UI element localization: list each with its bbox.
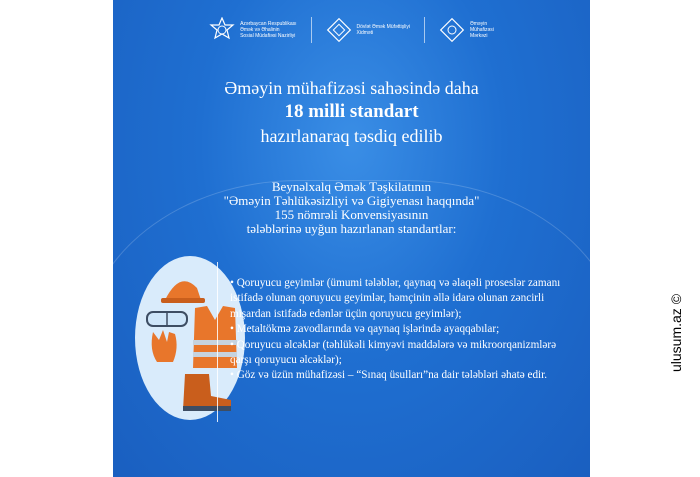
subtitle: [113, 180, 590, 236]
subtitle-line-2: "Əməyin Təhlükəsizliyi və Gigiyenası haqqında": [223, 193, 480, 208]
subtitle-line-4: tələblərinə uyğun hazırlanan standartlar:: [246, 221, 457, 236]
inspection-name: Dövlət Əmək Müfəttişliyi Xidməti: [356, 24, 410, 36]
vertical-divider: [217, 262, 218, 422]
watermark: ulusum.az ©: [668, 293, 684, 372]
headline-line-2: 18 milli standart: [284, 101, 419, 122]
subtitle-line-1: Beynəlxalq Əmək Təşkilatının: [271, 179, 432, 194]
center-logo: [439, 17, 494, 43]
standards-list: [230, 276, 570, 384]
safety-goggles-icon: [147, 312, 187, 326]
inspection-emblem-icon: [326, 17, 352, 43]
ministry-name: Azərbaycan Respublikası Əmək və Əhalinin Sosial Müdafiəsi Nazirliyi: [240, 21, 297, 39]
list-item: • Göz və üzün mühafizəsi – “Sınaq üsulları”na dair tələbləri əhatə edir.: [230, 369, 548, 382]
list-item: • Qoruyucu əlcəklər (təhlükəli kimyəvi maddələrə və mikroorqanizmlərə qarşı qoruyucu əlcəklər);: [230, 338, 557, 367]
subtitle-line-3: 155 nömrəli Konvensiyasının: [274, 207, 429, 222]
headline-line-3: hazırlanaraq təsdiq edilib: [260, 126, 443, 146]
poster: [113, 0, 590, 477]
list-item: • Metaltökmə zavodlarında və qaynaq işlərində ayaqqabılar;: [230, 323, 500, 336]
center-emblem-icon: [439, 17, 465, 43]
list-item: • Qoruyucu geyimlər (ümumi tələblər, qaynaq və əlaqəli proseslər zamanı istifadə olunan qoruyucu geyimlər, həmçinin əllə idarə olunan zəncirli mişardan istifadə edənlər üçün qoruyucu geyimlər);: [230, 277, 561, 320]
center-name: Əməyin Mühafizəsi Mərkəzi: [470, 21, 494, 39]
inspection-logo: [326, 17, 411, 43]
logo-separator: [311, 17, 312, 43]
ministry-logo: [209, 17, 296, 43]
ministry-emblem-icon: [209, 17, 235, 43]
logo-separator: [424, 17, 425, 43]
logo-bar: [113, 12, 590, 48]
headline-line-1: Əməyin mühafizəsi sahəsində daha: [224, 78, 479, 98]
